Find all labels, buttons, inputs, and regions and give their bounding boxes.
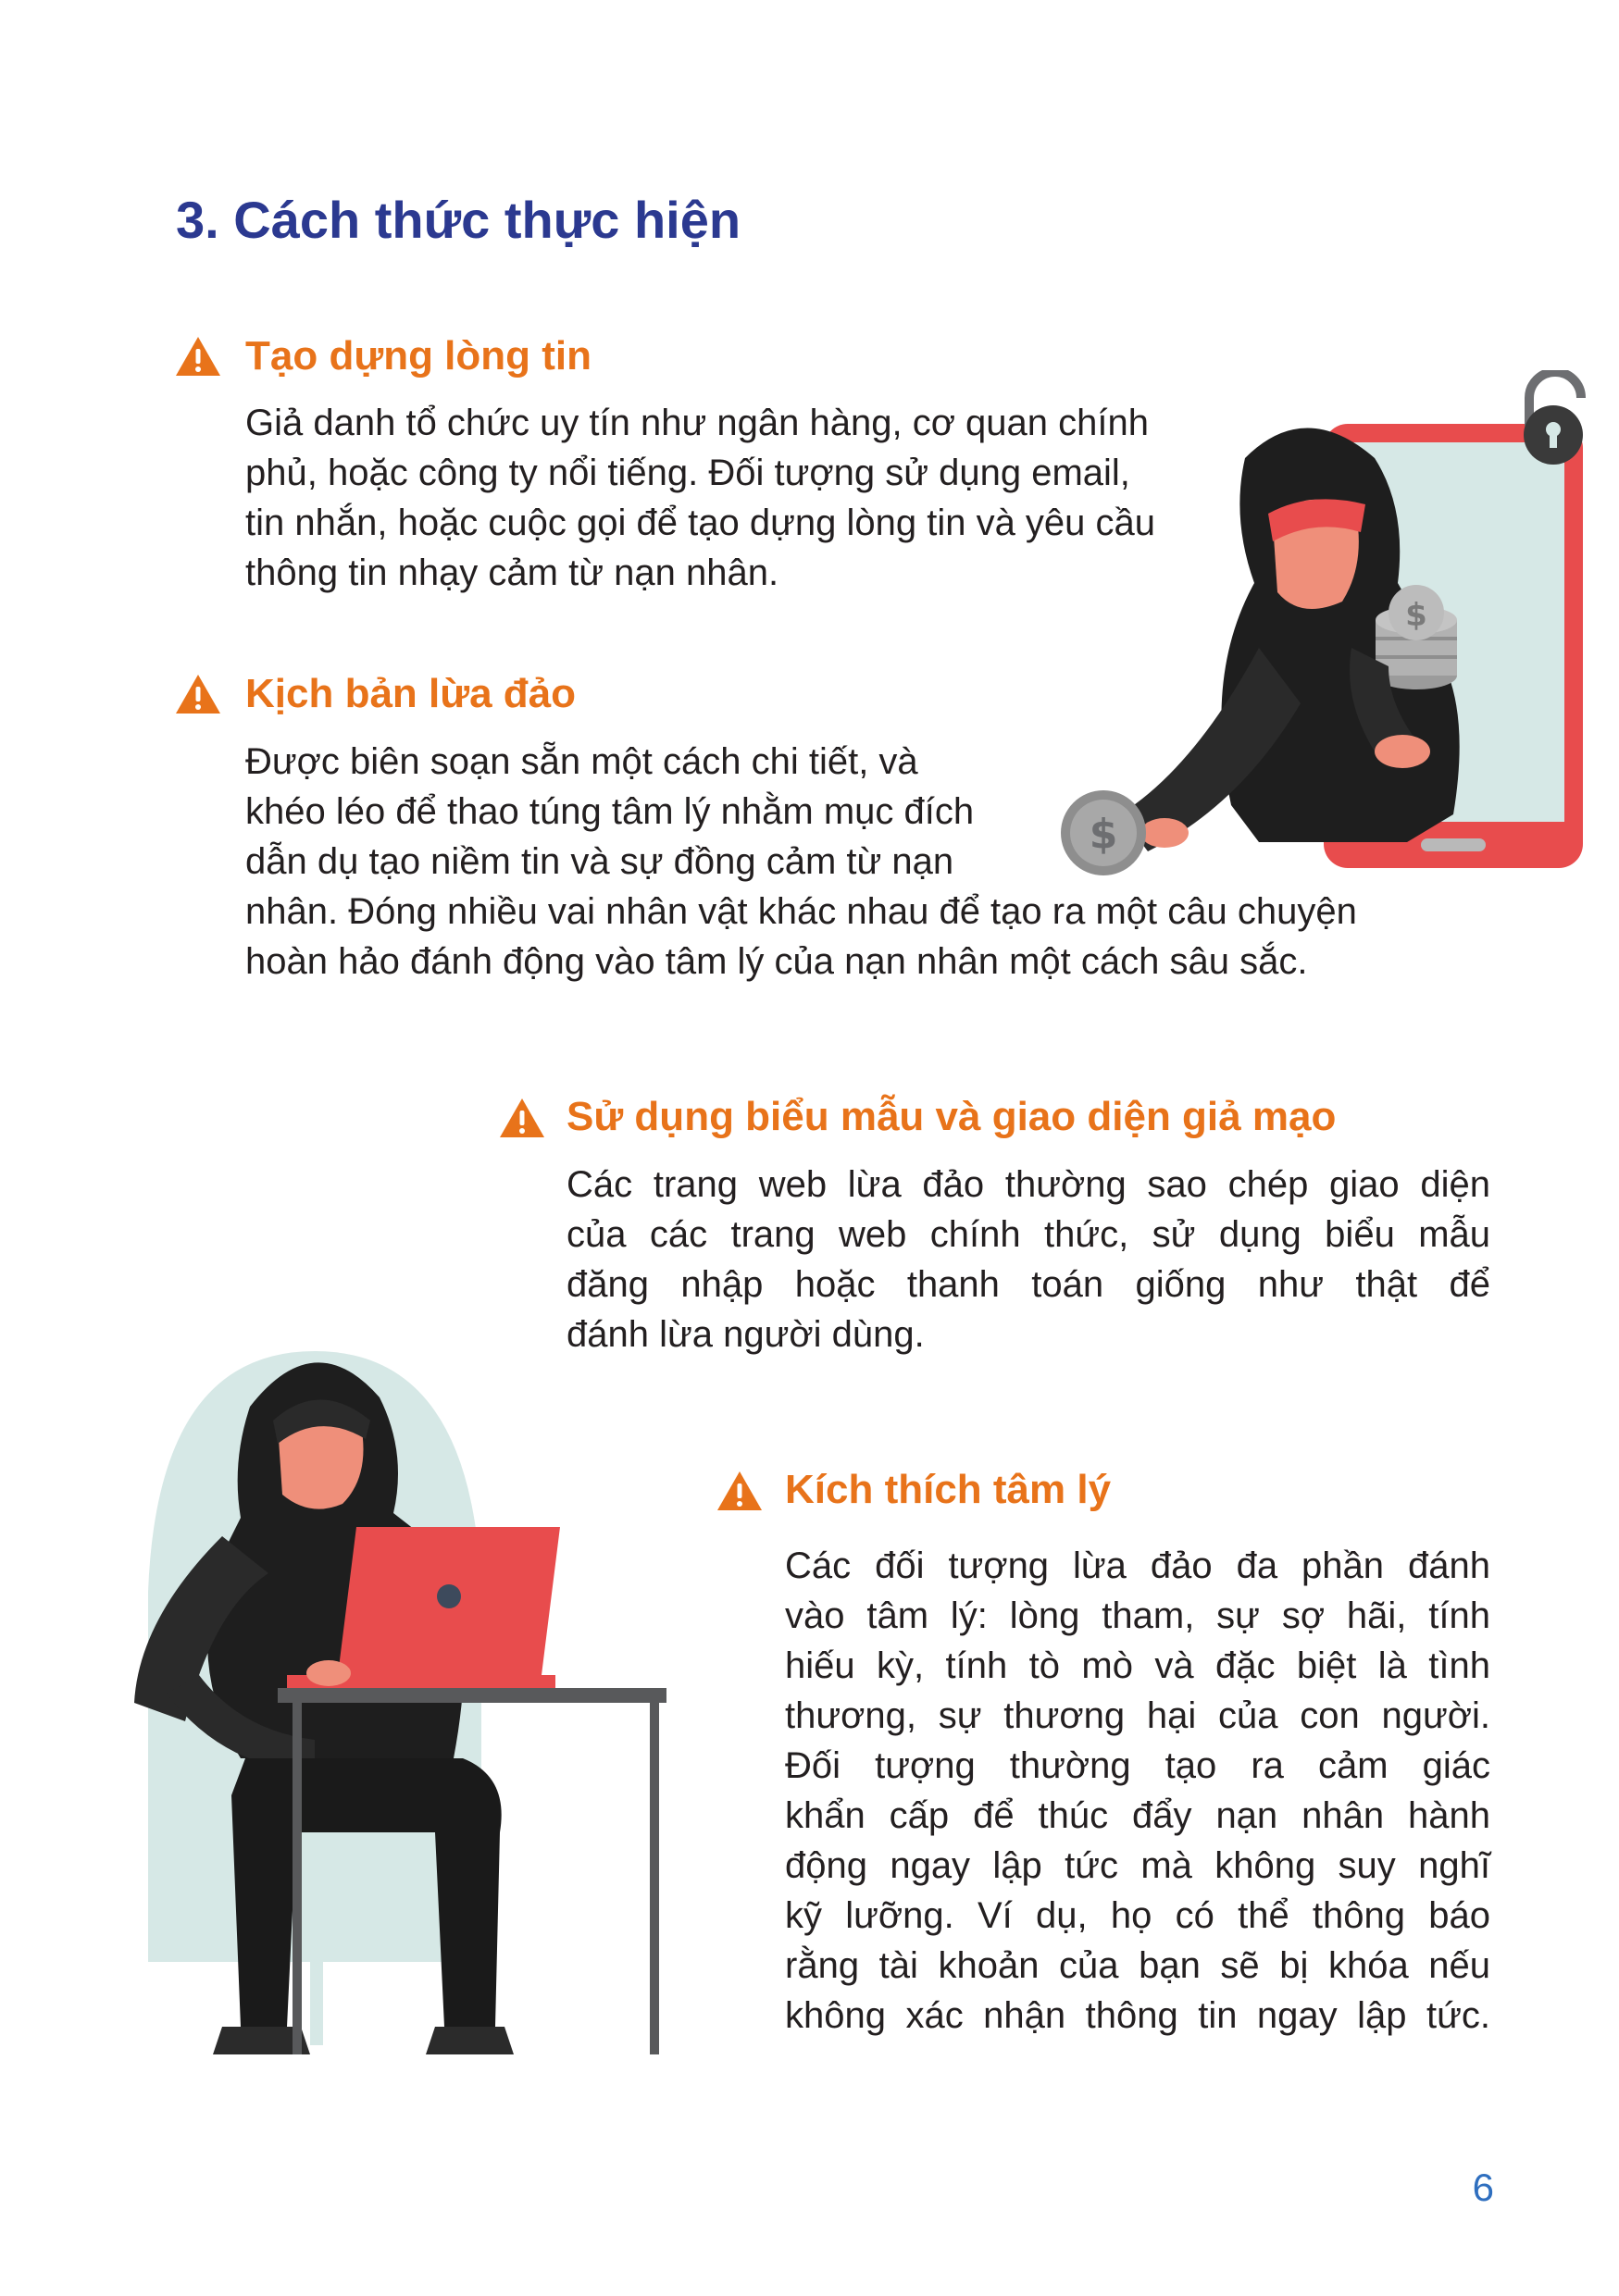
text-line: hoàn hảo đánh động vào tâm lý của nạn nhân một cách sâu sắc. bbox=[245, 941, 1308, 982]
text-line: nhân. Đóng nhiều vai nhân vật khác nhau để tạo ra một câu chuyện bbox=[245, 891, 1357, 932]
section-body-psychological-stimulation bbox=[785, 1541, 1490, 2041]
warning-icon bbox=[174, 335, 222, 378]
warning-icon bbox=[174, 673, 222, 715]
text-line: Đối tượng thường tạo ra cảm giác bbox=[785, 1745, 1490, 1786]
coin-icon bbox=[1061, 790, 1146, 875]
section-body-building-trust bbox=[245, 398, 1155, 598]
text-line: động ngay lập tức mà không suy nghĩ bbox=[785, 1845, 1490, 1886]
text-line: phủ, hoặc công ty nổi tiếng. Đối tượng sử dụng email, bbox=[245, 453, 1130, 493]
text-line: dẫn dụ tạo niềm tin và sự đồng cảm từ nạn bbox=[245, 841, 954, 882]
text-line: thông tin nhạy cảm từ nạn nhân. bbox=[245, 552, 779, 593]
coin-symbol: $ bbox=[1089, 811, 1118, 858]
warning-icon bbox=[498, 1097, 546, 1139]
text-line: đăng nhập hoặc thanh toán giống như thật để bbox=[567, 1264, 1490, 1305]
text-line: Được biên soạn sẵn một cách chi tiết, và bbox=[245, 741, 918, 782]
section-heading-building-trust: Tạo dựng lòng tin bbox=[245, 333, 592, 379]
text-line: của các trang web chính thức, sử dụng biểu mẫu bbox=[567, 1214, 1490, 1255]
coin-symbol: $ bbox=[1405, 597, 1427, 634]
section-heading-psychological-stimulation: Kích thích tâm lý bbox=[785, 1467, 1112, 1512]
text-line: không xác nhận thông tin ngay lập tức. bbox=[785, 1995, 1490, 2036]
text-line: Các đối tượng lừa đảo đa phần đánh bbox=[785, 1545, 1490, 1586]
page-title: 3. Cách thức thực hiện bbox=[176, 191, 741, 249]
text-line: thương, sự thương hại của con người. bbox=[785, 1695, 1490, 1736]
section-heading-fake-forms: Sử dụng biểu mẫu và giao diện giả mạo bbox=[567, 1094, 1337, 1139]
section-body-fake-forms bbox=[567, 1160, 1490, 1359]
text-line: đánh lừa người dùng. bbox=[567, 1314, 925, 1355]
text-line: khẩn cấp để thúc đẩy nạn nhân hành bbox=[785, 1795, 1490, 1836]
text-line: Giả danh tổ chức uy tín như ngân hàng, cơ quan chính bbox=[245, 403, 1149, 443]
hacker-laptop-illustration bbox=[130, 1314, 685, 2073]
section-heading-scam-script: Kịch bản lừa đảo bbox=[245, 671, 577, 716]
text-line: kỹ lưỡng. Ví dụ, họ có thể thông báo bbox=[785, 1895, 1490, 1936]
padlock-icon bbox=[1524, 372, 1583, 465]
text-line: hiếu kỳ, tính tò mò và đặc biệt là tình bbox=[785, 1645, 1490, 1686]
text-line: Các trang web lừa đảo thường sao chép giao diện bbox=[567, 1164, 1490, 1205]
text-line: tin nhắn, hoặc cuộc gọi để tạo dựng lòng tin và yêu cầu bbox=[245, 503, 1156, 543]
warning-icon bbox=[716, 1470, 764, 1512]
hacker-phone-illustration bbox=[1046, 370, 1601, 888]
page-number: 6 bbox=[1472, 2166, 1494, 2209]
text-line: vào tâm lý: lòng tham, sự sợ hãi, tính bbox=[785, 1595, 1490, 1636]
text-line: rằng tài khoản của bạn sẽ bị khóa nếu bbox=[785, 1945, 1490, 1986]
text-line: khéo léo để thao túng tâm lý nhằm mục đích bbox=[245, 791, 975, 832]
